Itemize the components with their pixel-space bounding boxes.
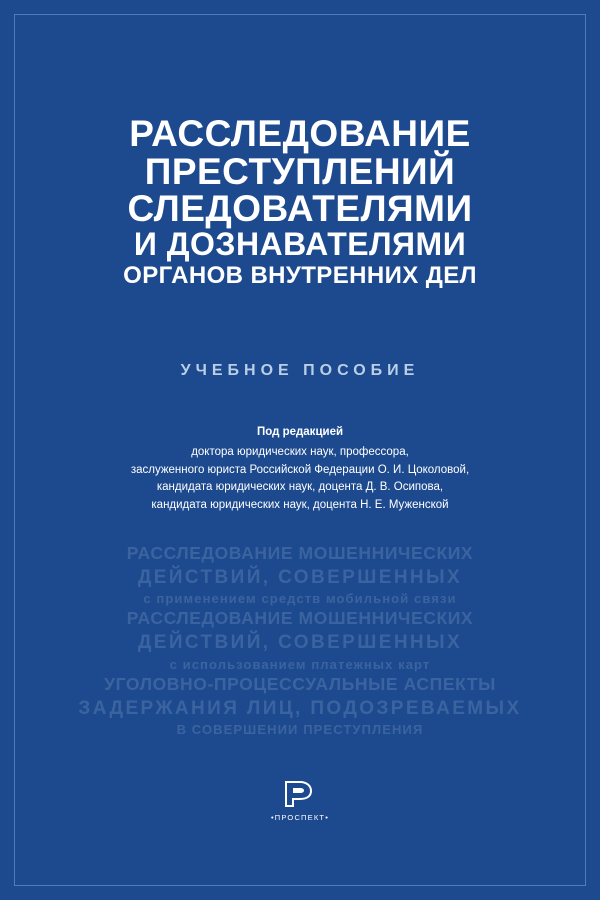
watermark-line-7: УГОЛОВНО-ПРОЦЕССУАЛЬНЫЕ АСПЕКТЫ [104, 673, 496, 694]
editors-lead-label: Под редакцией [256, 426, 344, 438]
watermark-line-2: ДЕЙСТВИЙ, СОВЕРШЕННЫХ [137, 567, 463, 589]
publisher-block [36, 778, 564, 822]
watermark-topics-block [36, 542, 564, 738]
watermark-line-3: с применением средств мобильной связи [143, 591, 457, 607]
book-title [36, 115, 564, 288]
book-subtitle: УЧЕБНОЕ ПОСОБИЕ [180, 362, 420, 379]
title-line-1: РАССЛЕДОВАНИЕ [129, 113, 471, 154]
watermark-line-4: РАССЛЕДОВАНИЕ МОШЕННИЧЕСКИХ [126, 608, 474, 629]
title-line-3: СЛЕДОВАТЕЛЯМИ [127, 188, 473, 230]
editors-line-1: доктора юридических наук, профессора, [191, 445, 409, 458]
editors-line-4: кандидата юридических наук, доцента Н. Е. Муженской [151, 499, 449, 512]
editors-line-3: кандидата юридических наук, доцента Д. В. Осипова, [156, 481, 444, 494]
watermark-line-1: РАССЛЕДОВАНИЕ МОШЕННИЧЕСКИХ [126, 543, 474, 563]
publisher-name: •ПРОСПЕКТ• [270, 813, 330, 822]
prospekt-logo-icon [280, 778, 320, 808]
title-line-2: ПРЕСТУПЛЕНИЙ [144, 150, 456, 192]
cover-content [36, 0, 564, 900]
watermark-line-6: с использованием платежных карт [169, 656, 431, 672]
watermark-line-5: ДЕЙСТВИЙ, СОВЕРШЕННЫХ [137, 632, 463, 654]
editors-block [36, 424, 564, 515]
title-line-4: И ДОЗНАВАТЕЛЯМИ [133, 226, 467, 263]
editors-line-2: заслуженного юриста Российской Федерации О. И. Цоколовой, [130, 463, 470, 476]
title-line-5: ОРГАНОВ ВНУТРЕННИХ ДЕЛ [123, 261, 477, 289]
watermark-line-8: ЗАДЕРЖАНИЯ ЛИЦ, ПОДОЗРЕВАЕМЫХ [78, 697, 522, 719]
watermark-line-9: В СОВЕРШЕНИИ ПРЕСТУПЛЕНИЯ [176, 721, 424, 737]
